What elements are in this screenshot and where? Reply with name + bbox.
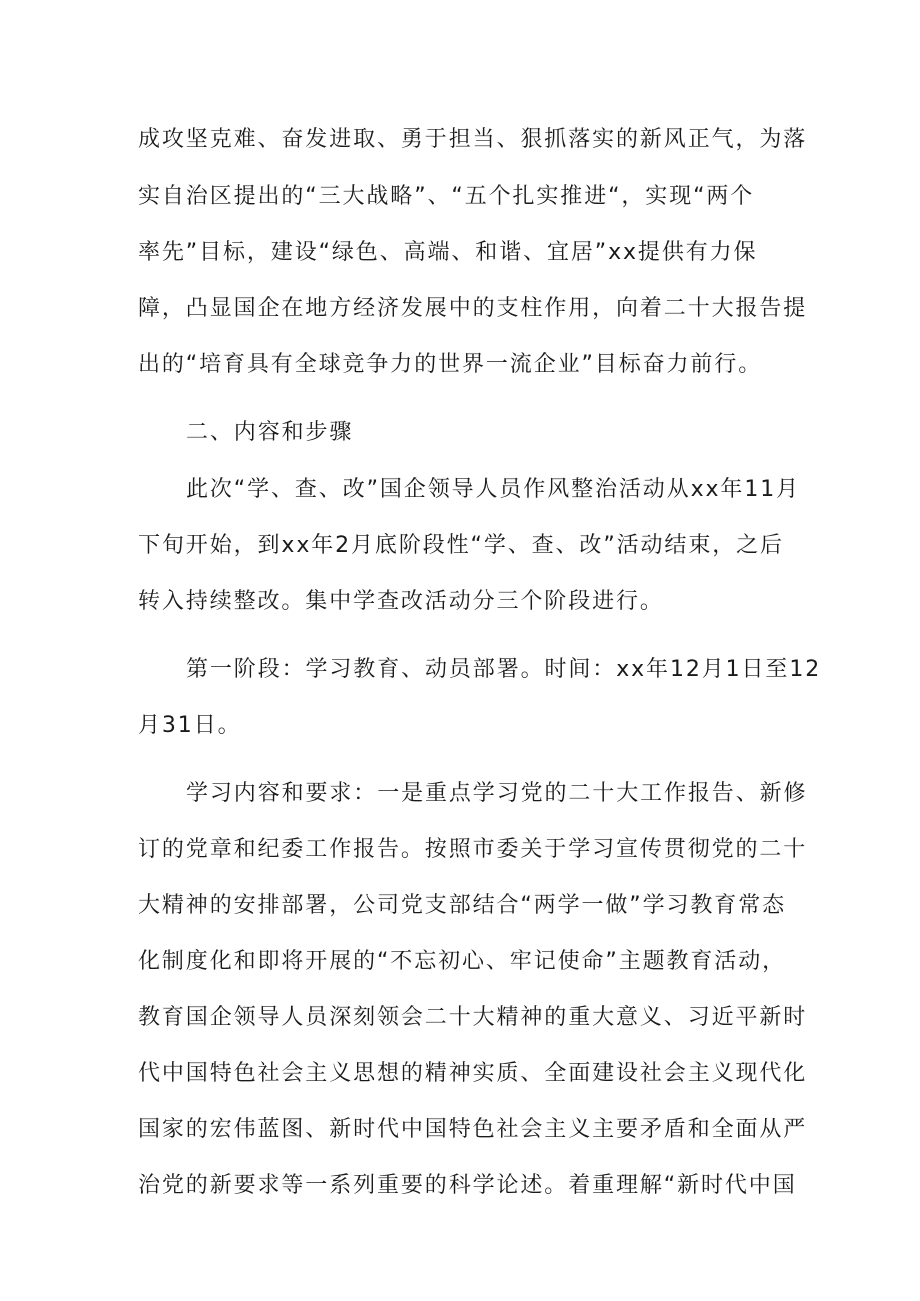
paragraph-line: 大精神的安排部署，公司党支部结合“两学一做”学习教育常态 xyxy=(138,893,786,918)
paragraph-line: 治党的新要求等一系列重要的科学论述。着重理解“新时代中国 xyxy=(138,1173,797,1198)
section-heading: 二、内容和步骤 xyxy=(186,420,354,445)
paragraph-line: 化制度化和即将开展的“不忘初心、牢记使命”主题教育活动， xyxy=(138,949,786,974)
paragraph-line: 率先”目标，建设“绿色、高端、和谐、宜居”xx提供有力保 xyxy=(138,240,758,265)
paragraph-line: 此次“学、查、改”国企领导人员作风整治活动从xx年11月 xyxy=(186,477,801,502)
paragraph-line: 学习内容和要求：一是重点学习党的二十大工作报告、新修 xyxy=(186,781,808,806)
paragraph-line: 第一阶段：学习教育、动员部署。时间：xx年12月1日至12 xyxy=(186,657,822,682)
paragraph-line: 转入持续整改。集中学查改活动分三个阶段进行。 xyxy=(138,589,664,614)
paragraph-line: 成攻坚克难、奋发进取、勇于担当、狠抓落实的新风正气，为落 xyxy=(138,127,808,152)
paragraph-line: 代中国特色社会主义思想的精神实质、全面建设社会主义现代化 xyxy=(138,1061,808,1086)
paragraph-line: 实自治区提出的“三大战略”、“五个扎实推进“，实现“两个 xyxy=(138,184,755,209)
paragraph-line: 月31日。 xyxy=(138,713,242,738)
paragraph-line: 国家的宏伟蓝图、新时代中国特色社会主义主要矛盾和全面从严 xyxy=(138,1117,808,1142)
paragraph-line: 教育国企领导人员深刻领会二十大精神的重大意义、习近平新时 xyxy=(138,1005,808,1030)
paragraph-line: 障，凸显国企在地方经济发展中的支柱作用，向着二十大报告提 xyxy=(138,296,808,321)
paragraph-line: 下旬开始，到xx年2月底阶段性“学、查、改”活动结束，之后 xyxy=(138,533,784,558)
paragraph-line: 出的“培育具有全球竞争力的世界一流企业”目标奋力前行。 xyxy=(138,352,763,377)
paragraph-line: 订的党章和纪委工作报告。按照市委关于学习宣传贯彻党的二十 xyxy=(138,837,808,862)
